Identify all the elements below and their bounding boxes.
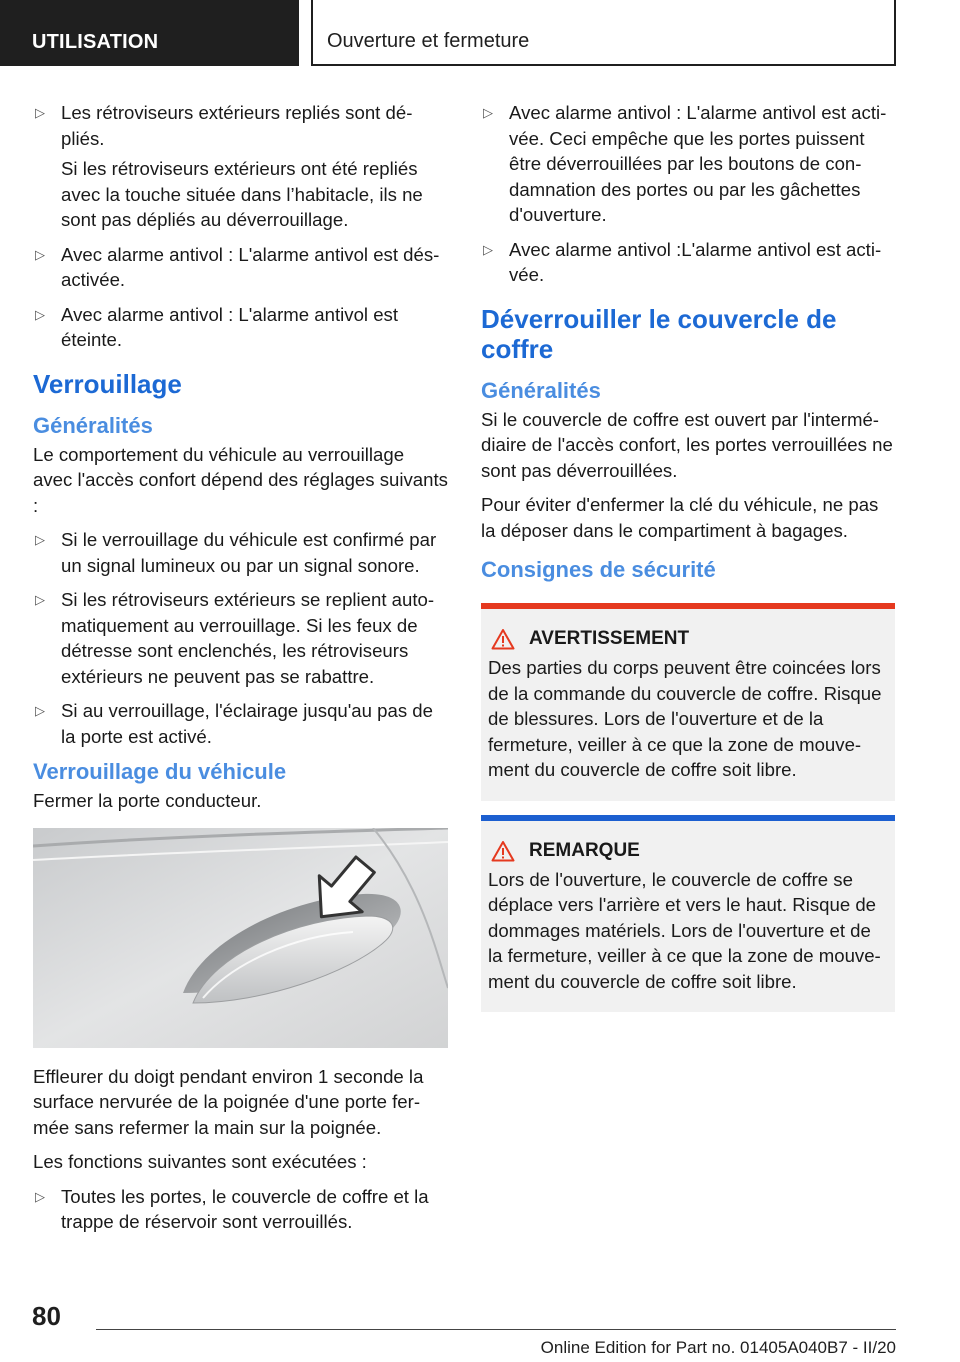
vehicule-text: Fermer la porte conducteur. bbox=[33, 790, 262, 811]
subheading-generalites: Généralités bbox=[33, 412, 153, 438]
warning-title-row bbox=[488, 627, 887, 651]
list-item bbox=[481, 237, 895, 288]
list-item-text: Les rétroviseurs extérieurs repliés sont dépliés. bbox=[61, 102, 413, 149]
list-item bbox=[33, 587, 448, 689]
footer-edition: Online Edition for Part no. 01405A040B7 - II/20 bbox=[540, 1338, 896, 1357]
list-item-text: Toutes les portes, le couvercle de coffre et la trappe de réservoir sont verrouillés. bbox=[61, 1185, 429, 1232]
heading-verrouillage: Verrouillage bbox=[33, 368, 182, 399]
footer-divider bbox=[96, 1329, 896, 1330]
list-item-text: Avec alarme antivol : L'alarme antivol est activée. Ceci empêche que les portes puissent être déverrouillées par les boutons de condamnation des portes ou par les gâchettes d'ouverture. bbox=[509, 102, 887, 225]
list-item-text: Avec alarme antivol : L'alarme antivol est éteinte. bbox=[61, 303, 399, 350]
note-title: REMARQUE bbox=[529, 839, 640, 861]
subheading-verrouillage-vehicule: Verrouillage du véhicule bbox=[33, 759, 287, 784]
right-column bbox=[481, 100, 895, 1012]
door-handle-photo bbox=[33, 828, 448, 1048]
generalites-paragraph-1: Si le couvercle de coffre est ouvert par l'intermédiaire de l'accès confort, les portes verrouillées ne sont pas déverrouillées. bbox=[481, 408, 893, 481]
list-item bbox=[33, 242, 448, 293]
list-item bbox=[33, 527, 448, 578]
triangle-bullet-icon: ▷ bbox=[35, 105, 45, 120]
list-item-text: Avec alarme antivol : L'alarme antivol est désactivée. bbox=[61, 243, 440, 290]
list-item bbox=[33, 698, 448, 749]
generalites-paragraph-2: Pour éviter d'enfermer la clé du véhicule, ne pas la déposer dans le compartiment à bagages. bbox=[481, 494, 879, 541]
top-bullet-list bbox=[33, 100, 448, 353]
functions-bullet-list bbox=[33, 1184, 448, 1235]
list-item bbox=[481, 100, 895, 228]
warning-body: Des parties du corps peuvent être coincées lors de la commande du couvercle de coffre. Risque de blessures. Lors de l'ouverture et de la fermeture, veiller à ce que la zone de mouvement du couvercle de coffre soit libre. bbox=[488, 657, 882, 780]
list-item-text: Si les rétroviseurs extérieurs ont été repliés avec la touche située dans l’habitacle, ils ne sont pas dépliés au déverrouillage. bbox=[61, 158, 423, 230]
right-top-bullet-list bbox=[481, 100, 895, 288]
note-box bbox=[481, 815, 895, 1013]
generalites-bullet-list bbox=[33, 527, 448, 749]
after-image-text: Effleurer du doigt pendant environ 1 seconde la surface nervurée de la poignée d'une porte fermée sans refermer la main sur la poignée. bbox=[33, 1065, 424, 1138]
warning-triangle-icon bbox=[491, 840, 515, 862]
list-item-text: Avec alarme antivol :L'alarme antivol est activée. bbox=[509, 238, 882, 285]
list-item bbox=[33, 302, 448, 353]
subheading-generalites: Généralités bbox=[481, 377, 601, 403]
note-title-row bbox=[488, 839, 887, 863]
triangle-bullet-icon: ▷ bbox=[35, 306, 45, 322]
warning-box bbox=[481, 603, 895, 801]
triangle-bullet-icon: ▷ bbox=[35, 703, 45, 718]
page-header bbox=[0, 0, 960, 66]
chapter-title: Ouverture et fermeture bbox=[311, 0, 896, 66]
triangle-bullet-icon: ▷ bbox=[35, 246, 45, 262]
list-item bbox=[33, 1184, 448, 1235]
list-item bbox=[33, 100, 448, 233]
subheading-consignes: Consignes de sécurité bbox=[481, 557, 716, 582]
warning-triangle-icon bbox=[491, 628, 515, 650]
heading-deverrouiller: Déverrouiller le couvercle de coffre bbox=[481, 303, 837, 364]
list-item-text: Si le verrouillage du véhicule est confirmé par un signal lumineux ou par un signal sonore. bbox=[61, 529, 437, 576]
list-item-text: Si au verrouillage, l'éclairage jusqu'au pas de la porte est activé. bbox=[61, 700, 433, 747]
generalites-text: Le comportement du véhicule au verrouillage avec l'accès confort dépend des réglages suivants : bbox=[33, 443, 448, 516]
triangle-bullet-icon: ▷ bbox=[35, 1188, 45, 1204]
triangle-bullet-icon: ▷ bbox=[483, 241, 493, 257]
functions-intro: Les fonctions suivantes sont exécutées : bbox=[33, 1151, 367, 1172]
page-number: 80 bbox=[32, 1301, 61, 1331]
triangle-bullet-icon: ▷ bbox=[35, 532, 45, 547]
list-item-text: Si les rétroviseurs extérieurs se replient automatiquement au verrouillage. Si les feux de détresse sont enclenchés, les rétroviseurs extérieurs ne peuvent pas se rabattre. bbox=[61, 589, 435, 687]
left-column bbox=[33, 100, 448, 1244]
triangle-bullet-icon: ▷ bbox=[483, 105, 493, 120]
note-body: Lors de l'ouverture, le couvercle de coffre se déplace vers l'arrière et vers le haut. Risque de dommages matériels. Lors de l'ouverture et de la fermeture, veiller à ce que la zone de mouvement du couvercle de coffre soit libre. bbox=[488, 868, 881, 992]
section-title: UTILISATION bbox=[0, 0, 299, 66]
warning-title: AVERTISSEMENT bbox=[529, 628, 690, 649]
triangle-bullet-icon: ▷ bbox=[35, 592, 45, 607]
